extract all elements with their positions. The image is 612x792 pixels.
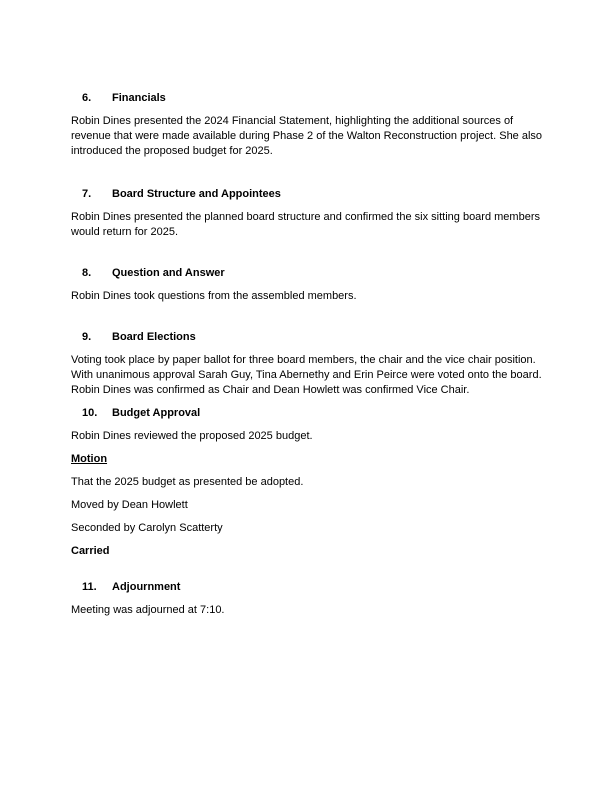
section-number: 8. xyxy=(82,267,92,279)
section-paragraph-financials: Robin Dines presented the 2024 Financial Statement, highlighting the additional sources of revenue that were made available during Phase 2 of the Walton Reconstruction project. She also introduced the proposed budget for 2025. xyxy=(71,115,543,157)
motion-label: Motion xyxy=(71,453,108,465)
section-title: Budget Approval xyxy=(112,407,201,419)
motion-moved-by: Moved by Dean Howlett xyxy=(71,499,188,511)
section-number: 11. xyxy=(82,581,97,593)
section-number: 6. xyxy=(82,92,92,104)
motion-text: That the 2025 budget as presented be adopted. xyxy=(71,476,304,488)
section-heading-board-elections xyxy=(71,330,543,345)
section-paragraph-board-elections: Voting took place by paper ballot for three board members, the chair and the vice chair position. With unanimous approval Sarah Guy, Tina Abernethy and Erin Peirce were voted onto the board. Robin Dines was confirmed as Chair and Dean Howlett was confirmed Vice Chair. xyxy=(71,354,542,396)
section-title: Question and Answer xyxy=(112,267,225,279)
motion-seconded-by: Seconded by Carolyn Scatterty xyxy=(71,522,223,534)
section-paragraph-board-structure: Robin Dines presented the planned board structure and confirmed the six sitting board members would return for 2025. xyxy=(71,211,540,238)
section-heading-question-answer xyxy=(71,266,543,281)
section-heading-adjournment xyxy=(71,580,543,595)
motion-result: Carried xyxy=(71,545,110,557)
section-number: 10. xyxy=(82,407,98,419)
section-heading-financials xyxy=(71,91,543,106)
section-number: 9. xyxy=(82,331,92,343)
section-number: 7. xyxy=(82,188,92,200)
section-heading-board-structure xyxy=(71,187,543,202)
section-heading-budget-approval xyxy=(71,406,543,421)
section-paragraph-adjournment: Meeting was adjourned at 7:10. xyxy=(71,604,225,616)
section-title: Adjournment xyxy=(112,581,181,593)
section-paragraph-question-answer: Robin Dines took questions from the assembled members. xyxy=(71,290,357,302)
section-title: Financials xyxy=(112,92,166,104)
section-title: Board Elections xyxy=(112,331,196,343)
section-title: Board Structure and Appointees xyxy=(112,188,281,200)
section-paragraph-budget-approval: Robin Dines reviewed the proposed 2025 budget. xyxy=(71,430,313,442)
